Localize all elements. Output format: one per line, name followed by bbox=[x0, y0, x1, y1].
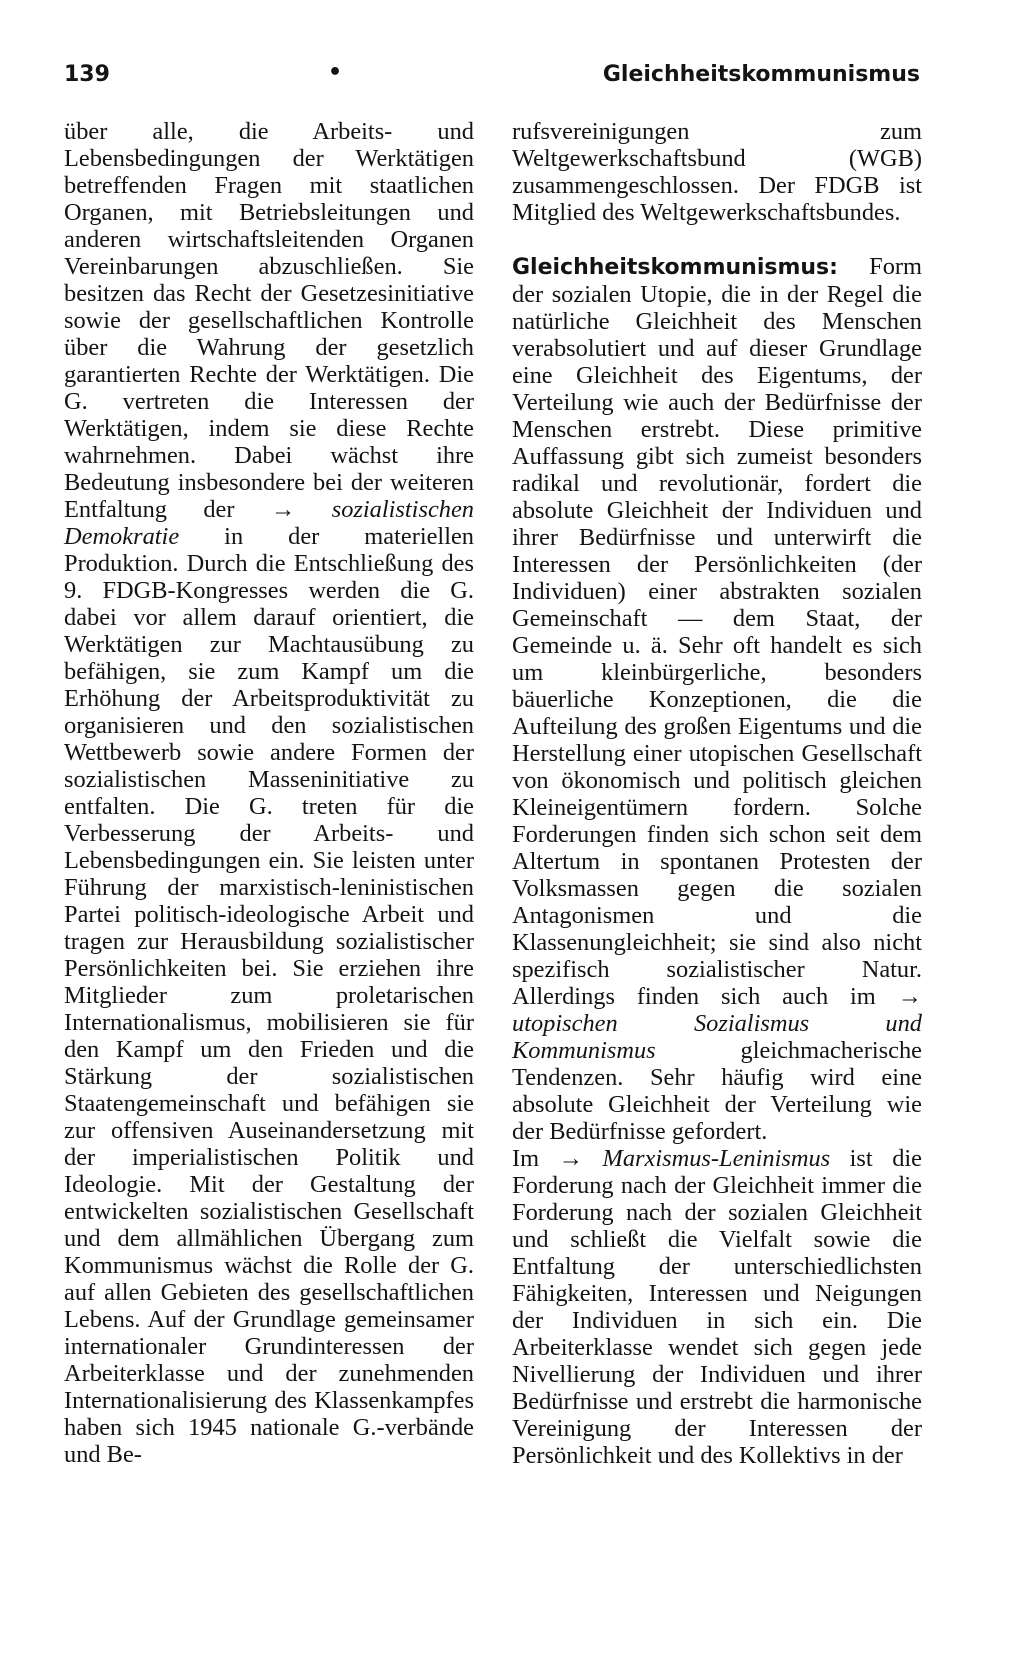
cross-reference-arrow: → bbox=[270, 496, 296, 523]
entry-text-1: Form der sozialen Utopie, die in der Regel die natürliche Gleichheit des Menschen verabsolutiert und auf dieser Grundlage eine Gleichheit des Eigentums, der Verteilung wie auch der Bedürfnisse der Menschen erstrebt. Diese primitive Auffassung gibt sich zumeist besonders radikal und revolutionär, fordert die absolute Gleichheit der Individuen und ihrer Bedürfnisse und unterwirft die Interessen der Persönlichkeiten (der Individuen) einer abstrakten sozialen Gemeinschaft — dem Staat, der Gemeinde u. ä. Sehr oft handelt es sich um kleinbürgerliche, besonders bäuerliche Konzeptionen, die die Aufteilung des großen Eigentums und die Herstellung einer utopischen Gesellschaft von ökonomisch und politisch gleichen Kleineigentümern fordern. Solche Forderungen finden sich schon seit dem Altertum in spontanen Protesten der Volksmassen gegen die sozialen Antagonismen und die Klassenungleichheit; sie sind also nicht spezifisch sozialistischer Natur. Allerdings finden sich auch im bbox=[512, 253, 922, 1010]
cross-reference-utopischer-sozialismus[interactable]: utopischen Sozialismus und Kommunismus bbox=[512, 1010, 922, 1064]
page-header bbox=[64, 62, 920, 98]
cross-reference-marxismus-leninismus[interactable]: Marxismus-Leninismus bbox=[602, 1145, 831, 1172]
entry-text-3: ist die Forderung nach der Gleichheit immer die Forderung nach der sozialen Gleichheit und schließt die Vielfalt sowie die Entfaltung der unterschiedlichsten Fähigkeiten, Interessen und Neigungen der Individuen in sich ein. Die Arbeiterklasse wendet sich gegen jede Nivellierung der Individuen und ihrer Bedürfnisse und erstrebt die harmonische Vereinigung der Interessen der Persönlichkeit und des Kollektivs in der bbox=[512, 1145, 922, 1469]
right-paragraph-continuation: rufsvereinigungen zum Weltgewerkschaftsbund (WGB) zusammengeschlossen. Der FDGB ist Mitglied des Weltgewerkschaftsbundes. bbox=[512, 118, 922, 226]
entry-spacer bbox=[512, 226, 922, 253]
right-column bbox=[512, 118, 922, 1469]
entry-keyword: Gleichheitskommunismus: bbox=[512, 255, 838, 280]
left-paragraph bbox=[64, 118, 474, 1468]
entry-text-2: gleichmacherische Tendenzen. Sehr häufig wird eine absolute Gleichheit der Verteilung wie der Bedürfnisse gefordert. bbox=[512, 1037, 922, 1145]
left-column bbox=[64, 118, 474, 1468]
running-head: Gleichheitskommunismus bbox=[602, 62, 920, 87]
paragraph-start: Im bbox=[512, 1145, 540, 1172]
left-text-1: über alle, die Arbeits- und Lebensbedingungen der Werktätigen betreffenden Fragen mit staatlichen Organen, mit Betriebsleitungen und anderen wirtschaftsleitenden Organen Vereinbarungen abzuschließen. Sie besitzen das Recht der Gesetzesinitiative sowie der gesellschaftlichen Kontrolle über die Wahrung der gesetzlich garantierten Rechte der Werktätigen. Die G. vertreten die Interessen der Werktätigen, indem sie diese Rechte wahrnehmen. Dabei wächst ihre Bedeutung insbesondere bei der weiteren Entfaltung der bbox=[64, 118, 474, 523]
cross-reference-arrow: → bbox=[897, 983, 922, 1010]
cross-reference-sozialistische-demokratie[interactable]: sozialistischen Demokratie bbox=[64, 496, 474, 550]
entry-paragraph-marxismus bbox=[512, 1145, 922, 1469]
left-text-2: in der materiellen Produktion. Durch die Entschließung des 9. FDGB-Kongresses werden die G. dabei vor allem darauf orientiert, die Werktätigen zur Machtausübung zu befähigen, sie zum Kampf um die Erhöhung der Arbeitsproduktivität zu organisieren und den sozialistischen Wettbewerb sowie andere Formen der sozialistischen Masseninitiative zu entfalten. Die G. treten für die Verbesserung der Arbeits- und Lebensbedingungen ein. Sie leisten unter Führung der marxistisch-leninistischen Partei politisch-ideologische Arbeit und tragen zur Herausbildung sozialistischer Persönlichkeiten bei. Sie erziehen ihre Mitglieder zum proletarischen Internationalismus, mobilisieren sie für den Kampf um den Frieden und die Stärkung der sozialistischen Staatengemeinschaft und befähigen sie zur offensiven Auseinandersetzung mit der imperialistischen Politik und Ideologie. Mit der Gestaltung der entwickelten sozialistischen Gesellschaft und dem allmählichen Übergang zum Kommunismus wächst die Rolle der G. auf allen Gebieten des gesellschaftlichen Lebens. Auf der Grundlage gemeinsamer internationaler Grundinteressen der Arbeiterklasse und der zunehmenden Internationalisierung des Klassenkampfes haben sich 1945 nationale G.-verbände und Be- bbox=[64, 523, 474, 1468]
cross-reference-arrow: → bbox=[558, 1145, 583, 1172]
page-number: 139 bbox=[64, 62, 110, 87]
header-separator: • bbox=[328, 60, 343, 85]
entry-gleichheitskommunismus bbox=[512, 253, 922, 1145]
